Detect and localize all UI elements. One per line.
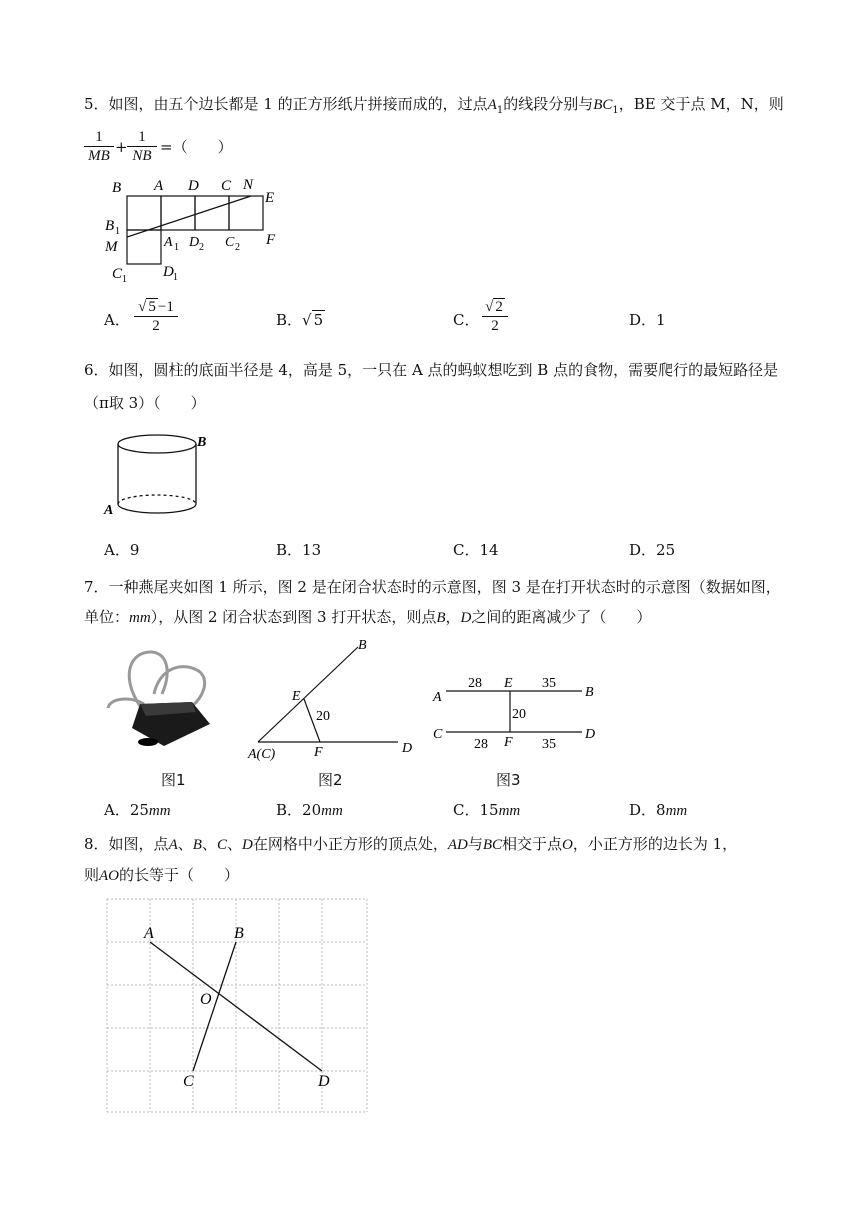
q5-label-C1: C bbox=[112, 266, 123, 282]
q7-caption-fig2: 图2 bbox=[318, 771, 343, 789]
q7-caption-fig1: 图1 bbox=[161, 771, 186, 789]
q6-stem-line2: （π取 3）（ ） bbox=[84, 394, 206, 412]
q6-option-b: B．13 bbox=[276, 541, 322, 559]
q5-label-B1: B bbox=[105, 218, 115, 234]
q5-label-D2-sub: 2 bbox=[199, 242, 204, 253]
q6-option-c: C．14 bbox=[453, 541, 499, 559]
q7-fig2-label-20: 20 bbox=[316, 709, 330, 724]
q8-label-D: D bbox=[318, 1073, 330, 1090]
q8-label-B: B bbox=[234, 925, 244, 942]
q7-fig2-label-E: E bbox=[292, 689, 301, 704]
q8-label-C: C bbox=[183, 1073, 194, 1090]
q5-option-b: B．√ 5 bbox=[276, 311, 324, 329]
q5-label-A1: A bbox=[164, 235, 173, 250]
q5-label-D2: D bbox=[189, 235, 200, 250]
q5-fraction-mb: 1 MB bbox=[84, 128, 114, 165]
q7-caption-fig3: 图3 bbox=[496, 771, 521, 789]
q6-label-A: A bbox=[104, 503, 114, 518]
q5-label-D: D bbox=[188, 178, 199, 194]
q7-fig3-label-35a: 35 bbox=[542, 676, 556, 691]
q7-fig3-label-28b: 28 bbox=[474, 737, 488, 752]
q7-fig3-label-D: D bbox=[585, 727, 596, 742]
q5-label-C2-sub: 2 bbox=[235, 242, 240, 253]
q7-fig3-label-20: 20 bbox=[512, 707, 526, 722]
q8-label-O: O bbox=[200, 991, 212, 1008]
q5-label-A1-sub: 1 bbox=[174, 242, 179, 253]
q7-fig3-label-A: A bbox=[433, 690, 442, 705]
q5-label-M: M bbox=[105, 239, 118, 255]
q5-label-C1-sub: 1 bbox=[122, 274, 127, 284]
q5-label-F: F bbox=[266, 232, 276, 248]
q5-label-D1-sub: 1 bbox=[173, 272, 178, 283]
q5-option-a-fraction: √ 5 −1 2 bbox=[134, 298, 178, 335]
q7-fig2-label-B: B bbox=[358, 638, 367, 653]
q5-label-C: C bbox=[221, 178, 232, 194]
q7-option-a: A．25mm bbox=[104, 801, 171, 819]
q5-label-C2: C bbox=[225, 235, 235, 250]
q7-stem-line2: 单位：mm），从图 2 闭合状态到图 3 打开状态，则点B，D之间的距离减少了（ ） bbox=[84, 608, 652, 626]
q7-fig3-label-35b: 35 bbox=[542, 737, 556, 752]
q5-label-E: E bbox=[265, 190, 275, 206]
q5-equals-blank: =（ ） bbox=[160, 138, 233, 156]
q6-stem-line1: 6．如图，圆柱的底面半径是 4，高是 5，一只在 A 点的蚂蚁想吃到 B 点的食物，需要爬行的最短路径是 bbox=[84, 361, 779, 379]
q6-option-a: A．9 bbox=[104, 541, 140, 559]
q7-fig2-label-AC: A(C) bbox=[248, 747, 276, 762]
q5-option-d: D．1 bbox=[629, 311, 666, 329]
q7-fig3-label-28a: 28 bbox=[468, 676, 482, 691]
q5-label-B1-sub: 1 bbox=[115, 226, 120, 237]
q7-fig3-label-B: B bbox=[585, 685, 594, 700]
q8-label-A: A bbox=[144, 925, 154, 942]
q8-stem-line2: 则AO的长等于（ ） bbox=[84, 866, 240, 884]
q7-option-d: D．8mm bbox=[629, 801, 688, 819]
q7-fig3-label-F: F bbox=[504, 735, 513, 750]
q6-option-d: D．25 bbox=[629, 541, 676, 559]
q7-fig3-open-diagram bbox=[430, 672, 606, 756]
q5-squares-figure bbox=[100, 172, 300, 284]
q5-label-A: A bbox=[154, 178, 164, 194]
q5-plus: + bbox=[115, 138, 128, 156]
q7-fig3-label-C: C bbox=[433, 727, 443, 742]
q7-fig2-label-D: D bbox=[402, 741, 413, 756]
q7-fig2-closed-diagram bbox=[246, 634, 422, 762]
q8-stem-line1: 8．如图，点A、B、C、D在网格中小正方形的顶点处，AD与BC相交于点O，小正方形的边长为 1， bbox=[84, 835, 738, 853]
q7-option-c: C．15mm bbox=[453, 801, 521, 819]
q7-stem-line1: 7．一种燕尾夹如图 1 所示，图 2 是在闭合状态时的示意图，图 3 是在打开状态时的示意图（数据如图， bbox=[84, 578, 781, 596]
q6-label-B: B bbox=[197, 435, 207, 450]
q5-label-B: B bbox=[112, 180, 122, 196]
q5-option-c-label: C． bbox=[453, 311, 480, 329]
q5-fraction-nb: 1 NB bbox=[127, 128, 157, 165]
q7-option-b: B．20mm bbox=[276, 801, 343, 819]
q7-fig3-label-E: E bbox=[504, 676, 513, 691]
q5-option-c-fraction: √ 2 2 bbox=[482, 298, 508, 335]
q5-label-D1: D bbox=[163, 264, 174, 280]
q5-option-a-label: A． bbox=[104, 311, 130, 329]
q7-fig2-label-F: F bbox=[314, 745, 323, 760]
q5-stem-line1: 5．如图，由五个边长都是 1 的正方形纸片拼接而成的，过点$A_1$的线段分别与$BC_1$，BE 交于点 M，N，则 bbox=[84, 95, 784, 116]
q8-grid-figure bbox=[106, 898, 368, 1114]
q5-label-N: N bbox=[243, 177, 254, 193]
q6-cylinder-figure bbox=[100, 428, 220, 524]
q7-binder-clip-photo bbox=[100, 646, 212, 754]
